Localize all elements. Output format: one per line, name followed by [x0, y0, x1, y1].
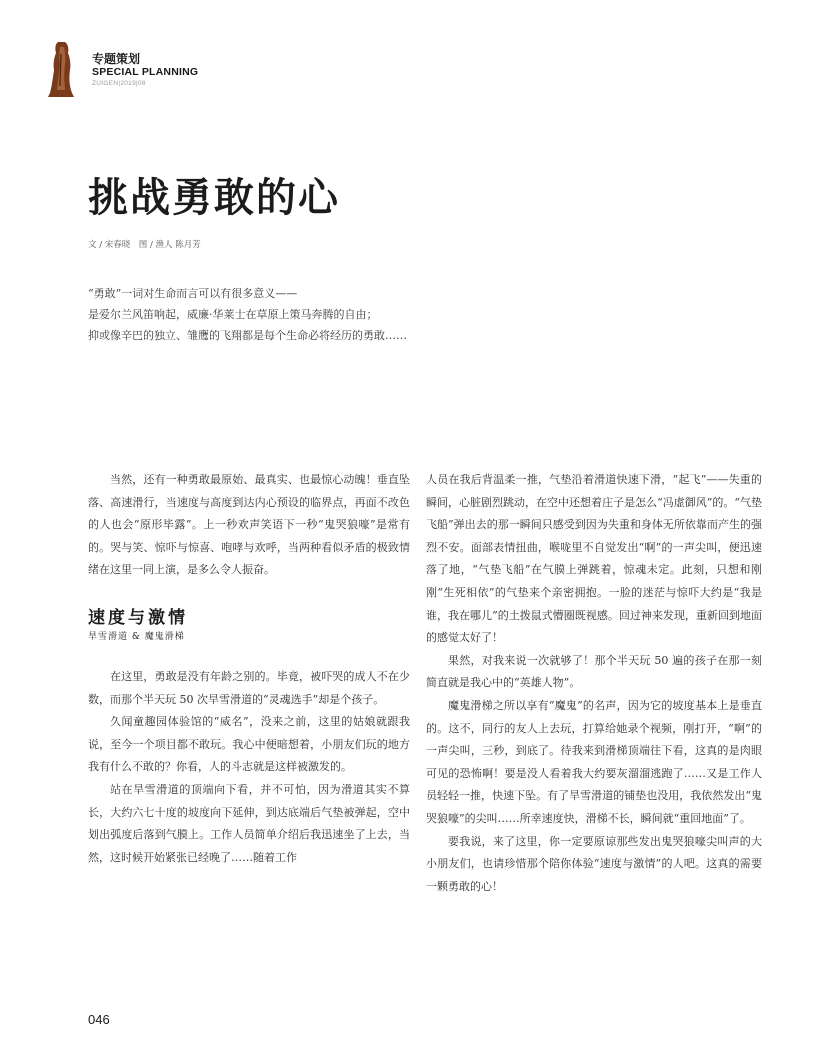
body-paragraph: 魔鬼滑梯之所以享有“魔鬼”的名声，因为它的坡度基本上是垂直的。这不，同行的友人上去玩，打算给她录个视频，刚打开，“啊”的一声尖叫，三秒，到底了。待我来到滑梯顶端往下看，这真的是肉眼可见的恐怖啊！要是没人看着我大约要灰溜溜逃跑了……又是工作人员轻轻一推，快速下坠。有了旱雪滑道的铺垫也没用，我依然发出“鬼哭狼嚎”的尖叫……所幸速度快，滑梯不长，瞬间就“重回地面”了。: [426, 698, 762, 825]
issue-label: ZUIGEN|2019|08: [92, 80, 146, 87]
body-paragraph: 人员在我后背温柔一推，气垫沿着滑道快速下滑，“起飞”——失重的瞬间，心脏剧烈跳动，在空中还想着庄子是怎么“冯虚御风”的。“气垫飞船”弹出去的那一瞬间只感受到因为失重和身体无所依靠而产生的强烈不安。面部表情扭曲，喉咙里不自觉发出“啊”的一声尖叫，便迅速落了地，“气垫飞船”在气膜上弹跳着，惊魂未定。此刻，只想和刚刚“生死相依”的气垫来个亲密拥抱。一脸的迷茫与惊吓大约是“我是谁，我在哪儿”的土拨鼠式懵圈既视感。回过神来发现，重新回到地面的感觉太好了！: [426, 473, 762, 645]
body-paragraph: 当然，还有一种勇敢最原始、最真实、也最惊心动魄！垂直坠落、高速滑行，当速度与高度到达内心预设的临界点，再面不改色的人也会“原形毕露”。上一秒欢声笑语下一秒“鬼哭狼嚎”是常有的。哭与笑、惊吓与惊喜、咆哮与欢呼，当两种看似矛盾的极致情绪在这里一同上演，是多么令人振奋。: [88, 473, 410, 577]
body-paragraph: 久闻童趣园体验馆的“威名”，没来之前，这里的姑娘就跟我说，至今一个项目都不敢玩。我心中便暗想着，小朋友们玩的地方我有什么不敢的？你看，人的斗志就是这样被激发的。: [88, 715, 410, 774]
page-number: 046: [88, 1012, 110, 1027]
article-title: 挑战勇敢的心: [88, 174, 340, 221]
subsection-heading: [88, 606, 410, 644]
intro-lead: [88, 283, 407, 346]
body-paragraph: 果然，对我来说一次就够了！那个半天玩 50 遍的孩子在那一刻简直就是我心中的“英雄人物”。: [426, 653, 762, 690]
body-paragraph: 在这里，勇敢是没有年龄之别的。毕竟，被吓哭的成人不在少数，而那个半天玩 50 次旱雪滑道的“灵魂选手”却是个孩子。: [88, 669, 410, 706]
body-column-right: [426, 469, 762, 898]
section-label: [92, 52, 198, 88]
body-paragraph: 站在旱雪滑道的顶端向下看，并不可怕，因为滑道其实不算长，大约六七十度的坡度向下延伸，到达底端后气垫被弹起，空中划出弧度后落到气膜上。工作人员简单介绍后我迅速坐了上去，当然，这时候开始紧张已经晚了……随着工作: [88, 782, 410, 864]
body-paragraph: 要我说，来了这里，你一定要原谅那些发出鬼哭狼嚎尖叫声的大小朋友们，也请珍惜那个陪你体验“速度与激情”的人吧。这真的需要一颗勇敢的心！: [426, 834, 762, 893]
section-title-cn: 专题策划: [92, 52, 141, 66]
subsection-subtitle: 旱雪滑道 & 魔鬼滑梯: [88, 631, 185, 642]
root-carving-logo: [46, 40, 78, 98]
section-title-en: SPECIAL PLANNING: [92, 66, 199, 78]
page-header: [46, 40, 346, 100]
intro-line: “勇敢”一词对生命而言可以有很多意义——: [88, 287, 298, 300]
byline: 文 / 宋春晓 图 / 渔人 陈月芳: [88, 240, 201, 250]
intro-line: 抑或像辛巴的独立、雏鹰的飞翔都是每个生命必将经历的勇敢……: [88, 329, 407, 342]
intro-line: 是爱尔兰风笛响起，威廉·华莱士在草原上策马奔腾的自由；: [88, 308, 378, 321]
subsection-title: 速度与激情: [88, 607, 188, 628]
body-column-left: [88, 469, 410, 869]
